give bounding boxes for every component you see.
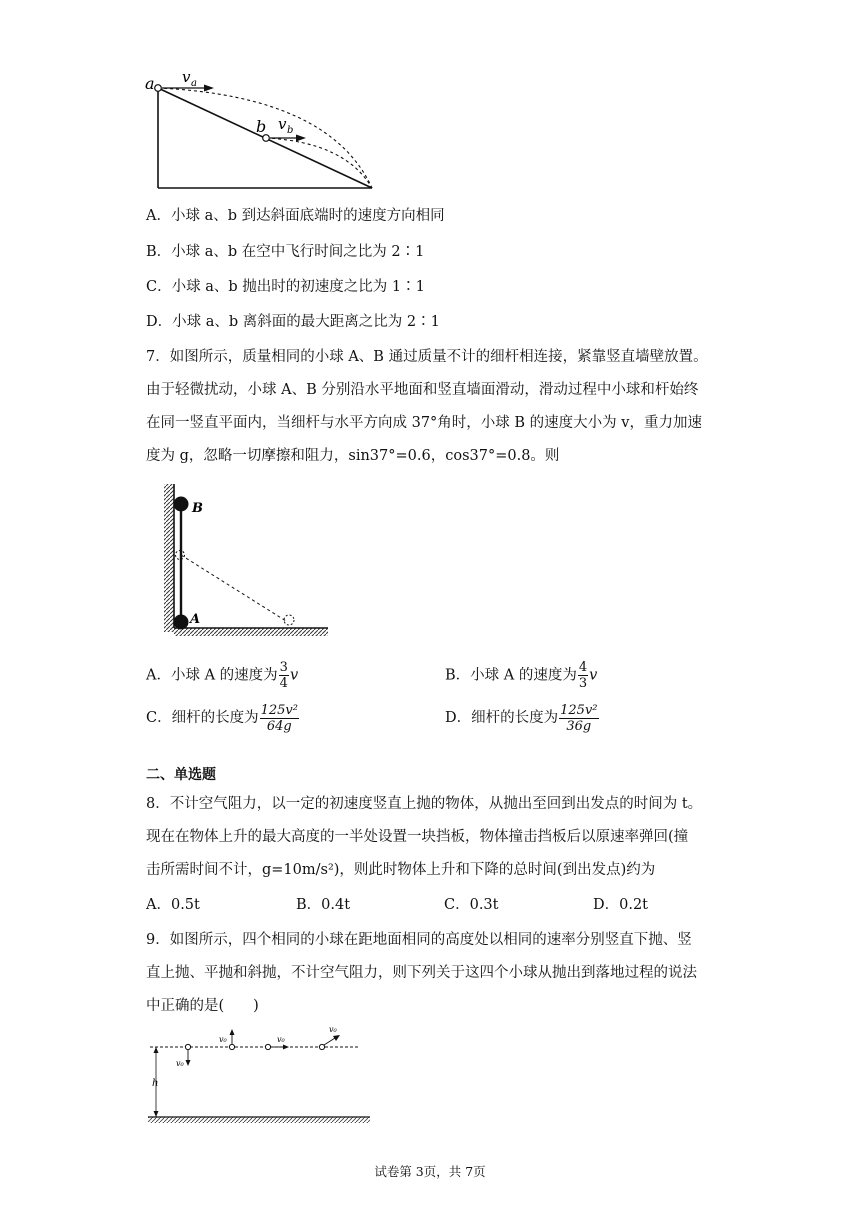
q7-option-c — [146, 700, 300, 736]
fraction-denominator: 3 — [578, 676, 588, 691]
va-subscript: a — [191, 78, 197, 89]
q7-option-d — [445, 700, 600, 736]
four-balls-figure — [140, 1022, 380, 1128]
q8-option-c: C．0.3t — [444, 897, 499, 913]
q8-option-b: B．0.4t — [296, 897, 351, 913]
v0-label: v₀ — [219, 1035, 227, 1044]
q7-option-b-prefix: B．小球 A 的速度为 — [445, 667, 577, 684]
vb-label: v — [278, 115, 287, 133]
q8-stem-line-1: 8．不计空气阻力，以一定的初速度竖直上抛的物体，从抛出至回到出发点的时间为 t。 — [146, 796, 703, 812]
ball-b-figure-label: B — [192, 501, 203, 516]
q8-stem-line-2: 现在在物体上升的最大高度的一半处设置一块挡板，物体撞击挡板后以原速率弹回(撞 — [146, 829, 689, 845]
q6-option-c: C．小球 a、b 抛出时的初速度之比为 1∶1 — [146, 279, 425, 295]
q8-option-a: A．0.5t — [146, 897, 200, 913]
rod-wall-figure — [150, 478, 335, 640]
vb-subscript: b — [287, 125, 294, 136]
v0-label: v₀ — [329, 1025, 337, 1034]
q9-stem-line-3: 中正确的是( ) — [146, 998, 259, 1014]
fraction — [260, 703, 299, 734]
q9-stem-line-1: 9．如图所示，四个相同的小球在距地面相同的高度处以相同的速率分别竖直下抛、竖 — [146, 932, 692, 948]
page-footer: 试卷第 3页，共 7页 — [374, 1164, 486, 1179]
q8-stem-line-3: 击所需时间不计，g=10m/s²)，则此时物体上升和下降的总时间(到出发点)约为 — [146, 862, 656, 878]
fraction-denominator: 4 — [279, 676, 288, 691]
ball-a-label: a — [145, 74, 155, 93]
q7-stem-line-2: 由于轻微扰动，小球 A、B 分别沿水平地面和竖直墙面滑动，滑动过程中小球和杆始终 — [146, 382, 699, 398]
q7-option-a-suffix: v — [289, 667, 299, 684]
ball-a-figure-label: A — [190, 612, 201, 627]
fraction — [279, 660, 289, 691]
fraction-denominator: 64g — [266, 718, 292, 734]
q7-option-a-prefix: A．小球 A 的速度为 — [146, 667, 278, 684]
q7-stem-line-3: 在同一竖直平面内，当细杆与水平方向成 37°角时，小球 B 的速度大小为 v，重力加速 — [146, 415, 702, 431]
q6-option-d: D．小球 a、b 离斜面的最大距离之比为 2∶1 — [146, 314, 440, 330]
fraction-numerator: 4 — [578, 660, 588, 675]
fraction-numerator: 3 — [279, 660, 288, 675]
q6-option-a: A．小球 a、b 到达斜面底端时的速度方向相同 — [146, 208, 445, 224]
fraction — [578, 660, 588, 691]
ball-b-label: b — [256, 117, 267, 136]
fraction-denominator: 36g — [566, 718, 592, 734]
q9-stem-line-2: 直上抛、平抛和斜抛，不计空气阻力，则下列关于这四个小球从抛出到落地过程的说法 — [146, 965, 697, 981]
section-heading: 二、单选题 — [146, 767, 216, 783]
fraction-numerator: 125v² — [560, 702, 598, 718]
q7-option-b — [445, 660, 597, 691]
fraction-numerator: 125v² — [260, 702, 298, 718]
q7-option-c-prefix: C．细杆的长度为 — [146, 710, 259, 726]
q7-stem-line-4: 度为 g，忽略一切摩擦和阻力，sin37°=0.6，cos37°=0.8。则 — [146, 448, 560, 464]
incline-projectile-figure — [140, 66, 390, 194]
fraction — [559, 703, 598, 734]
va-label: v — [182, 68, 191, 86]
q7-option-a — [146, 660, 298, 691]
v0-label: v₀ — [176, 1059, 184, 1068]
q8-option-d: D．0.2t — [593, 897, 649, 913]
q7-stem-line-1: 7．如图所示，质量相同的小球 A、B 通过质量不计的细杆相连接，紧靠竖直墙壁放置。 — [146, 349, 708, 365]
q7-option-b-suffix: v — [589, 667, 598, 684]
q7-option-d-prefix: D．细杆的长度为 — [445, 710, 559, 726]
v0-label: v₀ — [277, 1035, 285, 1044]
height-label: h — [152, 1078, 159, 1089]
q6-option-b: B．小球 a、b 在空中飞行时间之比为 2∶1 — [146, 244, 425, 260]
